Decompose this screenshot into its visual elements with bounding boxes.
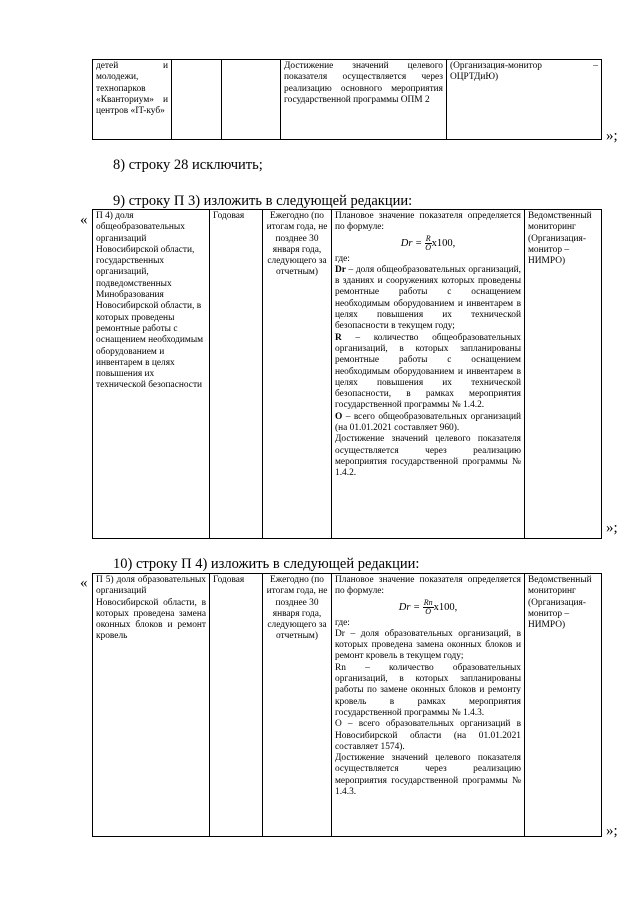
p5-formula-intro: Плановое значение показателя определяется по формуле: — [335, 575, 521, 597]
close-quote-p4: »; — [606, 520, 618, 536]
p4-text-o: – всего общеобразовательных организаций (на 01.01.2021 составляет 960). — [335, 411, 521, 434]
p5-monitor-cell: Ведомственный мониторинг (Организация-монитор – НИМРО) — [525, 574, 602, 837]
p5-definition-rn: Rn – количество образовательных организаций, в которых запланированы работы по замене оконных блоков и ремонту кровель в рамках мероприятия государственной программы № 1.4.3. — [335, 662, 521, 718]
close-quote-p5: »; — [606, 823, 618, 839]
instruction-9: 9) строку П 3) изложить в следующей редакции: — [113, 193, 413, 209]
p5-period-cell: Годовая — [210, 574, 263, 837]
p5-formula-fraction — [423, 599, 434, 616]
p4-text-r: – количество общеобразовательных организаций, в которых запланированы ремонтные работы с оснащением необходимым оборудованием и инвентарем в целях повышения их технической безопасности, в рамках мероприятия государственной программы № 1.4.2. — [335, 332, 521, 411]
top-table-empty-cell — [172, 60, 222, 140]
p4-frequency-cell: Ежегодно (по итогам года, не позднее 30 января года, следующего за отчетным) — [263, 210, 332, 539]
p4-monitor-cell: Ведомственный мониторинг (Организация-монитор – НИМРО) — [525, 210, 602, 539]
p5-formula-tail: x100, — [433, 601, 458, 613]
top-table-name-cell: детей и молодежи, технопарков «Кванториум» и центров «IT-куб» — [93, 60, 172, 140]
p4-where: где: — [335, 253, 350, 264]
open-quote-p5: « — [80, 575, 88, 591]
p4-formula-denominator: O — [425, 242, 432, 252]
p4-formula-intro: Плановое значение показателя определяется по формуле: — [335, 211, 521, 233]
p4-method-cell — [332, 210, 525, 539]
p5-name-cell: П 5) доля образовательных организаций Новосибирской области, в которых проведена замена оконных блоков и ремонт кровель — [93, 574, 210, 837]
p5-method-cell — [332, 574, 525, 837]
p4-period-cell: Годовая — [210, 210, 263, 539]
p5-definition-o: O – всего образовательных организаций в Новосибирской области (на 01.01.2021 составляет 1574). — [335, 719, 521, 752]
p4-formula-fraction — [425, 235, 432, 252]
p5-definition-dr: Dr – доля образовательных организаций, в которых проведена замена оконных блоков и ремонт кровель в текущем году; — [335, 628, 521, 662]
p4-definition-dr — [335, 265, 521, 333]
p4-text-dr: – доля общеобразовательных организаций, в зданиях и сооружениях которых проведены ремонтные работы с оснащением необходимым оборудованием и инвентарем в целях повышения их технической безопасности в текущем году; — [335, 264, 521, 332]
open-quote-p4: « — [80, 212, 88, 228]
p4-term-r: R — [335, 332, 342, 343]
p4-definition-o — [335, 412, 521, 435]
p5-formula-lhs: Dr = — [398, 601, 421, 613]
p5-where: где: — [335, 617, 350, 628]
p4-definition-r — [335, 333, 521, 412]
p4-term-dr: Dr — [335, 264, 346, 275]
top-table-monitor-cell: (Организация-монитор – ОЦРТДиЮ) — [447, 60, 602, 140]
top-table-description-cell: Достижение значений целевого показателя осуществляется через реализацию основного мероприятия государственной программы ОПМ 2 — [281, 60, 447, 140]
p5-formula — [335, 599, 521, 616]
p5-formula-numerator: Rn — [423, 597, 433, 607]
p4-closing: Достижение значений целевого показателя осуществляется через реализацию мероприятия государственной программы № 1.4.2. — [335, 434, 521, 479]
p4-name-cell: П 4) доля общеобразовательных организаций Новосибирской области, государственных организаций, подведомственных Минобразования Новосибирской области, в которых проведены ремонтные работы с оснащением необходимым оборудованием и инвентарем в целях повышения их технической безопасности — [93, 210, 210, 539]
p4-formula-numerator: R — [425, 233, 431, 243]
p4-formula-lhs: Dr = — [400, 237, 423, 249]
indicator-table-p5 — [92, 573, 602, 837]
p5-frequency-cell: Ежегодно (по итогам года, не позднее 30 января года, следующего за отчетным) — [263, 574, 332, 837]
p5-closing: Достижение значений целевого показателя осуществляется через реализацию мероприятия государственной программы № 1.4.3. — [335, 753, 521, 798]
close-quote-top: »; — [606, 128, 618, 144]
p4-formula-tail: x100, — [431, 237, 456, 249]
top-table-fragment — [92, 59, 602, 140]
p4-formula — [335, 235, 521, 252]
instruction-10: 10) строку П 4) изложить в следующей редакции: — [113, 556, 420, 572]
p4-term-o: O — [335, 411, 343, 422]
p5-formula-denominator: O — [425, 606, 432, 616]
top-table-empty-cell — [222, 60, 281, 140]
indicator-table-p4 — [92, 209, 602, 539]
instruction-8: 8) строку 28 исключить; — [113, 157, 263, 173]
